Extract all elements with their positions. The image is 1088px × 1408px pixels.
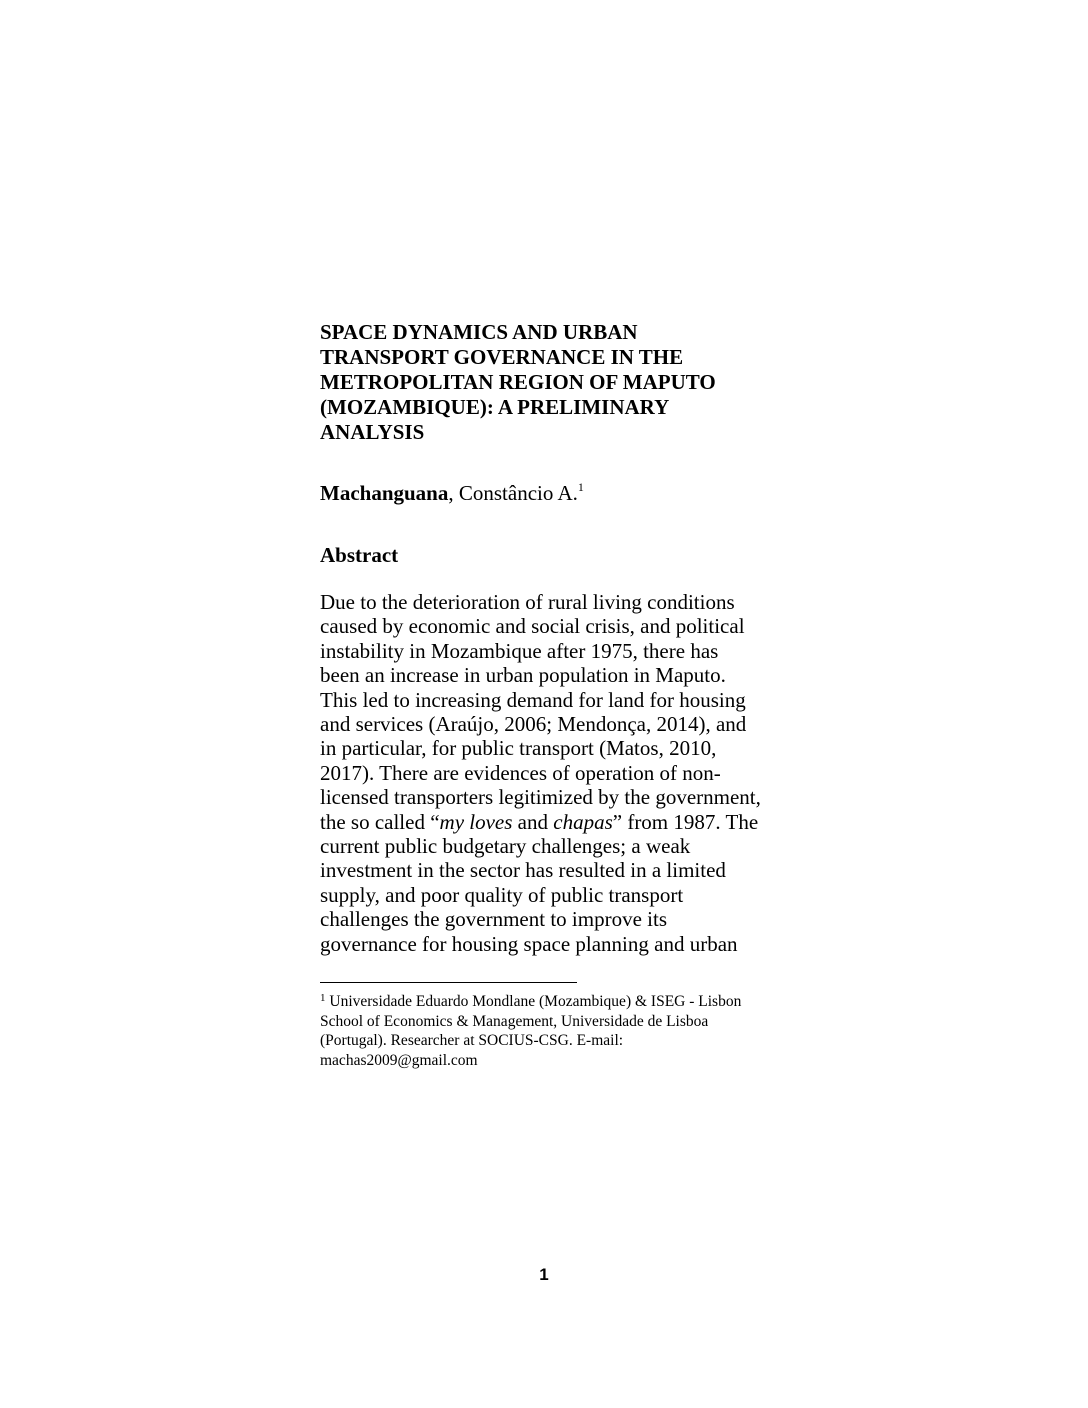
abstract-italic-term: chapas	[553, 809, 613, 834]
abstract-line: supply, and poor quality of public transport	[320, 882, 684, 907]
paper-title	[320, 320, 790, 445]
abstract-line: 2017). There are evidences of operation of non-	[320, 760, 721, 785]
page-number: 1	[539, 1265, 549, 1284]
footnote-line	[320, 992, 780, 1012]
abstract-heading: Abstract	[320, 543, 399, 567]
footnote-line: (Portugal). Researcher at SOCIUS-CSG. E-mail:	[320, 1032, 624, 1049]
abstract-line: and services (Araújo, 2006; Mendonça, 2014), and	[320, 712, 747, 737]
footnote-email[interactable]: machas2009@gmail.com	[320, 1051, 478, 1069]
abstract-line: instability in Mozambique after 1975, there has	[320, 638, 719, 663]
abstract-line: Due to the deterioration of rural living conditions	[320, 590, 735, 614]
abstract-line: licensed transporters legitimized by the government,	[320, 785, 761, 810]
title-line: SPACE DYNAMICS AND URBAN	[320, 320, 638, 344]
title-line: TRANSPORT GOVERNANCE IN THE	[320, 345, 684, 369]
abstract-line: governance for housing space planning and urban	[320, 931, 738, 956]
footnote-separator	[320, 982, 577, 983]
abstract-text-fragment: and	[512, 809, 554, 834]
abstract-line: caused by economic and social crisis, and political	[320, 614, 745, 639]
abstract-text-fragment: ” from 1987. The	[612, 809, 759, 834]
author-line	[320, 480, 584, 506]
abstract-line: This led to increasing demand for land for housing	[320, 687, 746, 712]
abstract-body	[320, 590, 780, 956]
abstract-line: current public budgetary challenges; a weak	[320, 834, 691, 859]
title-line: METROPOLITAN REGION OF MAPUTO	[320, 370, 716, 394]
abstract-line: investment in the sector has resulted in a limited	[320, 858, 726, 883]
footnote-text: Universidade Eduardo Mondlane (Mozambique) & ISEG - Lisbon	[325, 993, 742, 1010]
abstract-line: been an increase in urban population in Maputo.	[320, 663, 726, 688]
author-given-name: , Constâncio A.	[448, 481, 578, 505]
abstract-text-fragment: the so called “	[320, 809, 440, 834]
abstract-line: challenges the government to improve its	[320, 907, 667, 932]
abstract-italic-term: my loves	[439, 809, 513, 834]
abstract-line: in particular, for public transport (Matos, 2010,	[320, 736, 717, 761]
title-line: (MOZAMBIQUE): A PRELIMINARY	[320, 395, 670, 419]
author-footnote-marker[interactable]: 1	[577, 480, 584, 494]
abstract-line-with-italics	[320, 810, 780, 834]
footnote-marker: 1	[320, 992, 326, 1004]
footnote-line: School of Economics & Management, Universidade de Lisboa	[320, 1012, 709, 1030]
footnote	[320, 992, 780, 1070]
author-surname: Machanguana	[320, 481, 449, 505]
title-line: ANALYSIS	[320, 420, 425, 444]
